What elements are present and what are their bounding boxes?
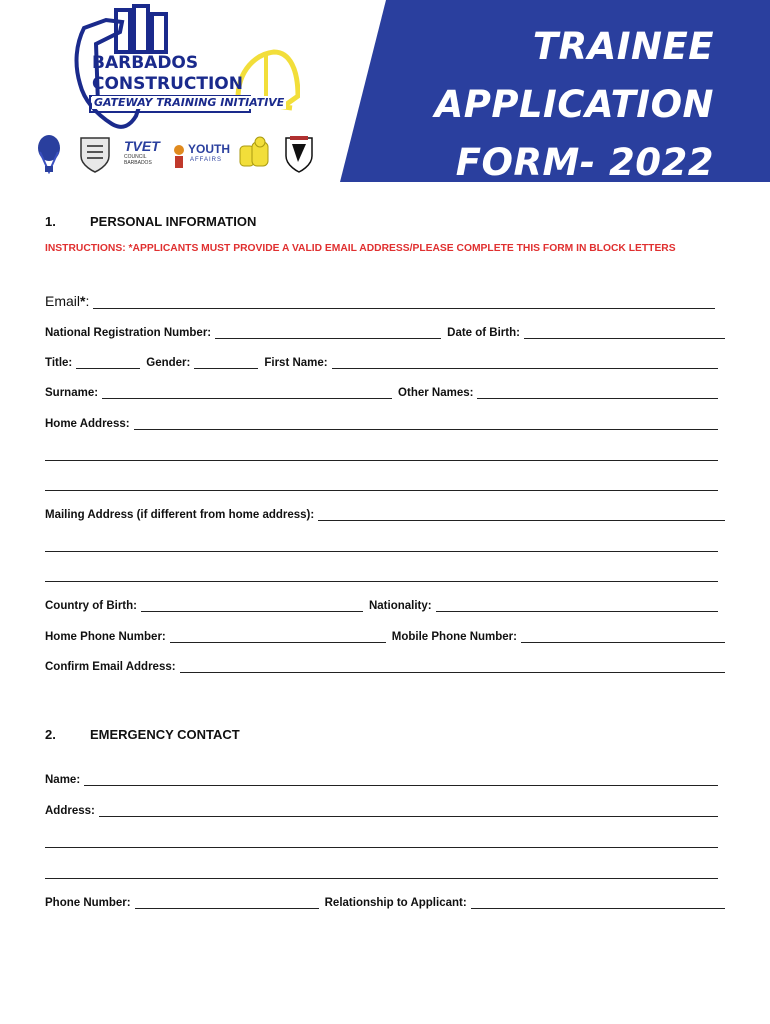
section-emergency-contact — [45, 727, 240, 742]
email-label-colon: : — [85, 293, 90, 309]
first-name-label: First Name: — [264, 357, 328, 369]
gender-label: Gender: — [146, 357, 191, 369]
home-address-line-3 — [45, 471, 718, 491]
logo-text-barbados: BARBADOS — [92, 53, 199, 73]
school-crest-logo — [284, 134, 314, 174]
email-field[interactable] — [93, 296, 715, 309]
youth-affairs-logo — [172, 138, 238, 174]
form-title-line-3: FORM- 2022 — [455, 141, 714, 184]
dob-label: Date of Birth: — [447, 327, 520, 339]
relationship-label: Relationship to Applicant: — [324, 897, 467, 909]
gender-field[interactable] — [194, 356, 258, 369]
mailing-address-field-3[interactable] — [45, 569, 718, 582]
home-address-row — [45, 410, 718, 430]
emergency-phone-label: Phone Number: — [45, 897, 131, 909]
section-personal-information — [45, 214, 256, 229]
form-title-line-2: APPLICATION — [434, 83, 714, 126]
dob-field[interactable] — [524, 326, 725, 339]
tvet-council-logo — [124, 138, 164, 174]
emergency-phone-row — [45, 889, 725, 909]
home-address-label: Home Address: — [45, 418, 130, 430]
email-label-text: Email — [45, 293, 81, 309]
confirm-email-field[interactable] — [180, 660, 725, 673]
tvet-text: TVET — [124, 138, 160, 154]
hands-logo — [236, 134, 272, 174]
hot-air-balloon-logo — [36, 134, 62, 174]
emergency-address-row — [45, 797, 718, 817]
title-gender-name-row — [45, 349, 718, 369]
title-banner — [340, 0, 770, 182]
title-label: Title: — [45, 357, 73, 369]
logo-text-construction: CONSTRUCTION — [92, 74, 243, 94]
required-star: * — [80, 293, 86, 309]
mobile-phone-label: Mobile Phone Number: — [391, 631, 517, 643]
emergency-name-field[interactable] — [84, 773, 718, 786]
first-name-field[interactable] — [332, 356, 718, 369]
other-names-field[interactable] — [477, 386, 718, 399]
emergency-address-label: Address: — [45, 805, 95, 817]
youth-affairs-sub-text: AFFAIRS — [190, 157, 223, 163]
emergency-name-label: Name: — [45, 774, 81, 786]
emergency-phone-field[interactable] — [135, 896, 319, 909]
email-label — [45, 293, 93, 309]
youth-affairs-emblem — [172, 142, 186, 170]
home-address-line-2 — [45, 441, 718, 461]
emergency-address-field[interactable] — [99, 804, 718, 817]
nationality-field[interactable] — [436, 599, 718, 612]
home-address-field[interactable] — [134, 417, 718, 430]
title-field[interactable] — [76, 356, 140, 369]
form-title-line-1: TRAINEE — [532, 25, 714, 68]
home-address-field-3[interactable] — [45, 478, 718, 491]
tvet-sub-text: COUNCIL BARBADOS — [124, 154, 152, 166]
mailing-address-field-2[interactable] — [45, 539, 718, 552]
emergency-address-field-3[interactable] — [45, 866, 718, 879]
surname-field[interactable] — [102, 386, 392, 399]
relationship-field[interactable] — [471, 896, 725, 909]
surname-label: Surname: — [45, 387, 99, 399]
form-title — [435, 18, 714, 192]
youth-affairs-text: YOUTH — [188, 142, 230, 156]
mailing-address-line-2 — [45, 532, 718, 552]
instructions-text: INSTRUCTIONS: *APPLICANTS MUST PROVIDE A VALID EMAIL ADDRESS/PLEASE COMPLETE THIS FORM IN BLOCK LETTERS — [45, 243, 676, 254]
home-phone-label: Home Phone Number: — [45, 631, 166, 643]
section-number: 2. — [45, 727, 56, 742]
mailing-address-label: Mailing Address (if different from home address): — [45, 509, 315, 521]
country-of-birth-label: Country of Birth: — [45, 600, 137, 612]
barbados-construction-logo — [70, 4, 300, 134]
phone-row — [45, 623, 725, 643]
home-phone-field[interactable] — [170, 630, 386, 643]
mobile-phone-field[interactable] — [521, 630, 725, 643]
confirm-email-label: Confirm Email Address: — [45, 661, 176, 673]
nrn-label: National Registration Number: — [45, 327, 212, 339]
section-number: 1. — [45, 214, 56, 229]
mailing-address-row — [45, 501, 725, 521]
country-nationality-row — [45, 592, 718, 612]
email-row — [45, 289, 715, 309]
section-title: PERSONAL INFORMATION — [90, 214, 257, 229]
home-address-field-2[interactable] — [45, 448, 718, 461]
other-names-label: Other Names: — [398, 387, 474, 399]
nrn-field[interactable] — [215, 326, 441, 339]
emergency-address-line-3 — [45, 859, 718, 879]
nationality-label: Nationality: — [368, 600, 432, 612]
country-of-birth-field[interactable] — [141, 599, 363, 612]
nrn-dob-row — [45, 319, 725, 339]
coat-of-arms-logo — [78, 134, 112, 174]
mailing-address-line-3 — [45, 562, 718, 582]
mailing-address-field[interactable] — [318, 508, 725, 521]
confirm-email-row — [45, 653, 725, 673]
surname-row — [45, 379, 718, 399]
emergency-name-row — [45, 766, 718, 786]
logo-text-gateway: GATEWAY TRAINING INITIATIVE — [94, 96, 285, 109]
emergency-address-line-2 — [45, 828, 718, 848]
emergency-address-field-2[interactable] — [45, 835, 718, 848]
section-title: EMERGENCY CONTACT — [90, 727, 240, 742]
